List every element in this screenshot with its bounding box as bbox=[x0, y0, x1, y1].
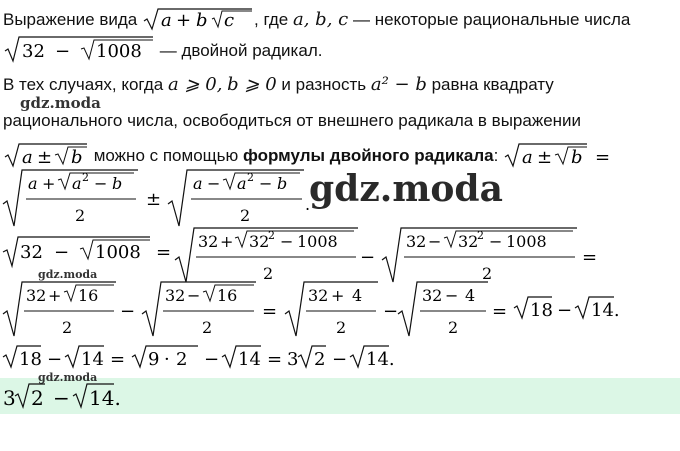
svg-text:14.: 14. bbox=[591, 300, 620, 321]
definition-text: Выражение вида bbox=[3, 10, 138, 29]
svg-text:18: 18 bbox=[530, 300, 553, 321]
svg-text:+: + bbox=[48, 286, 62, 305]
watermark-small-2: gdz.moda bbox=[38, 268, 98, 281]
svg-text:=: = bbox=[582, 247, 598, 268]
svg-text:14: 14 bbox=[238, 349, 261, 370]
svg-text:2: 2 bbox=[314, 349, 326, 370]
definition-line bbox=[3, 6, 630, 32]
svg-text:=: = bbox=[267, 349, 283, 370]
svg-text:=: = bbox=[262, 301, 278, 322]
b-ge-zero: b ⩾ 0 bbox=[227, 74, 277, 95]
svg-text:2: 2 bbox=[82, 171, 89, 184]
condition-line: В тех случаях, когда a ⩾ 0, b ⩾ 0 и разность a² − b равна квадрату bbox=[3, 74, 554, 95]
svg-text:32: 32 bbox=[26, 286, 47, 305]
svg-text:−: − bbox=[428, 232, 442, 251]
double-radical-text: — двойной радикал. bbox=[159, 41, 323, 60]
svg-text:1008: 1008 bbox=[96, 41, 142, 62]
svg-text:14.: 14. bbox=[366, 349, 395, 370]
svg-text:3: 3 bbox=[3, 386, 16, 410]
condition-text: В тех случаях, когда bbox=[3, 75, 164, 94]
svg-text:16: 16 bbox=[217, 286, 238, 305]
a-ge-zero: a ⩾ 0 bbox=[167, 74, 217, 95]
svg-text:16: 16 bbox=[78, 286, 99, 305]
svg-text:−: − bbox=[187, 286, 201, 305]
svg-text:2: 2 bbox=[448, 318, 459, 337]
svg-text:−: − bbox=[445, 286, 459, 305]
svg-text:−: − bbox=[47, 349, 63, 370]
svg-text:2: 2 bbox=[31, 386, 44, 410]
svg-text:2: 2 bbox=[240, 206, 251, 225]
double-radical-example-line bbox=[3, 34, 322, 64]
svg-text:=: = bbox=[595, 147, 611, 168]
svg-text:−: − bbox=[280, 232, 294, 251]
sqrt-32-minus-sqrt-1008 bbox=[3, 34, 155, 64]
svg-text:b: b bbox=[71, 147, 83, 168]
svg-text:32: 32 bbox=[22, 41, 45, 62]
svg-text:a: a bbox=[22, 147, 33, 168]
svg-text:2: 2 bbox=[202, 318, 213, 337]
svg-text:·: · bbox=[164, 349, 170, 370]
svg-text:2: 2 bbox=[268, 229, 275, 242]
svg-text:−: − bbox=[360, 247, 376, 268]
svg-text:32: 32 bbox=[308, 286, 329, 305]
svg-text:1008: 1008 bbox=[506, 232, 547, 251]
svg-text:32: 32 bbox=[458, 232, 479, 251]
svg-text:−: − bbox=[53, 386, 70, 410]
svg-text:a: a bbox=[237, 174, 247, 193]
svg-text:−: − bbox=[383, 301, 399, 322]
formula-intro-text: можно с помощью bbox=[93, 146, 239, 165]
svg-text:−: − bbox=[94, 174, 108, 193]
svg-text:+: + bbox=[176, 10, 192, 31]
svg-text:2: 2 bbox=[336, 318, 347, 337]
svg-text:−: − bbox=[259, 174, 273, 193]
formula-intro-line bbox=[3, 141, 613, 169]
watermark-small: gdz.moda bbox=[20, 94, 101, 112]
svg-text:2: 2 bbox=[477, 229, 484, 242]
sqrt-a-pm-sqrt-b-lhs bbox=[503, 141, 613, 169]
svg-text:2: 2 bbox=[247, 171, 254, 184]
rational-text: рационального числа, освободиться от внешнего радикала в выражении bbox=[3, 111, 582, 130]
svg-text:32: 32 bbox=[406, 232, 427, 251]
svg-text:14.: 14. bbox=[89, 386, 121, 410]
watermark-small-3: gdz.moda bbox=[38, 371, 98, 384]
svg-text:b: b bbox=[277, 174, 288, 193]
svg-text:=: = bbox=[156, 242, 172, 263]
difference-text: и разность bbox=[281, 75, 367, 94]
svg-text:.: . bbox=[305, 195, 311, 214]
sqrt-a-plus-b-sqrt-c bbox=[142, 6, 254, 32]
svg-text:32: 32 bbox=[20, 242, 43, 263]
svg-text:−: − bbox=[332, 349, 348, 370]
svg-text:2: 2 bbox=[263, 264, 274, 283]
svg-text:−: − bbox=[120, 301, 136, 322]
svg-text:a: a bbox=[72, 174, 82, 193]
svg-text:+: + bbox=[220, 232, 234, 251]
svg-text:±: ± bbox=[537, 147, 553, 168]
svg-text:18: 18 bbox=[19, 349, 42, 370]
svg-text:−: − bbox=[55, 41, 71, 62]
comma-where: , где bbox=[254, 10, 289, 29]
svg-text:2: 2 bbox=[75, 206, 86, 225]
rational-numbers-text: — некоторые рациональные числа bbox=[352, 10, 631, 29]
svg-text:a: a bbox=[193, 174, 203, 193]
svg-text:2: 2 bbox=[176, 349, 188, 370]
svg-text:=: = bbox=[492, 301, 508, 322]
equals-square-text: равна квадрату bbox=[431, 75, 554, 94]
svg-text:32: 32 bbox=[422, 286, 443, 305]
rational-line bbox=[3, 111, 581, 131]
svg-text:=: = bbox=[110, 349, 126, 370]
svg-text:32: 32 bbox=[165, 286, 186, 305]
svg-text:1008: 1008 bbox=[95, 242, 141, 263]
variables-abc: a, b, c bbox=[293, 9, 349, 30]
svg-text:±: ± bbox=[146, 189, 162, 210]
svg-text:2: 2 bbox=[482, 264, 493, 283]
svg-text:2: 2 bbox=[62, 318, 73, 337]
double-radical-formula bbox=[0, 168, 320, 230]
svg-text:b: b bbox=[112, 174, 123, 193]
watermark-large: gdz.moda bbox=[309, 168, 503, 210]
svg-text:−: − bbox=[557, 300, 573, 321]
svg-text:9: 9 bbox=[148, 349, 160, 370]
svg-text:b: b bbox=[196, 10, 208, 31]
svg-text:−: − bbox=[54, 242, 70, 263]
svg-text:+: + bbox=[42, 174, 56, 193]
sqrt-a-pm-sqrt-b bbox=[3, 141, 89, 169]
a-squared-minus-b: a² − b bbox=[370, 74, 427, 95]
svg-text:−: − bbox=[204, 349, 220, 370]
svg-text:+: + bbox=[331, 286, 345, 305]
answer-equation bbox=[0, 380, 140, 414]
svg-text:32: 32 bbox=[249, 232, 270, 251]
svg-text:a: a bbox=[28, 174, 38, 193]
svg-text:−: − bbox=[207, 174, 221, 193]
colon: : bbox=[493, 146, 499, 165]
svg-text:4: 4 bbox=[465, 286, 476, 305]
svg-text:c: c bbox=[224, 10, 235, 31]
svg-text:4: 4 bbox=[352, 286, 363, 305]
formula-name: формулы двойного радикала bbox=[242, 146, 494, 165]
svg-text:3: 3 bbox=[287, 349, 299, 370]
svg-text:a: a bbox=[161, 10, 172, 31]
svg-text:1008: 1008 bbox=[297, 232, 338, 251]
svg-text:32: 32 bbox=[198, 232, 219, 251]
svg-text:±: ± bbox=[37, 147, 53, 168]
svg-text:14: 14 bbox=[81, 349, 104, 370]
svg-text:−: − bbox=[489, 232, 503, 251]
svg-text:b: b bbox=[571, 147, 583, 168]
svg-text:a: a bbox=[522, 147, 533, 168]
step-2-equation bbox=[0, 280, 640, 340]
